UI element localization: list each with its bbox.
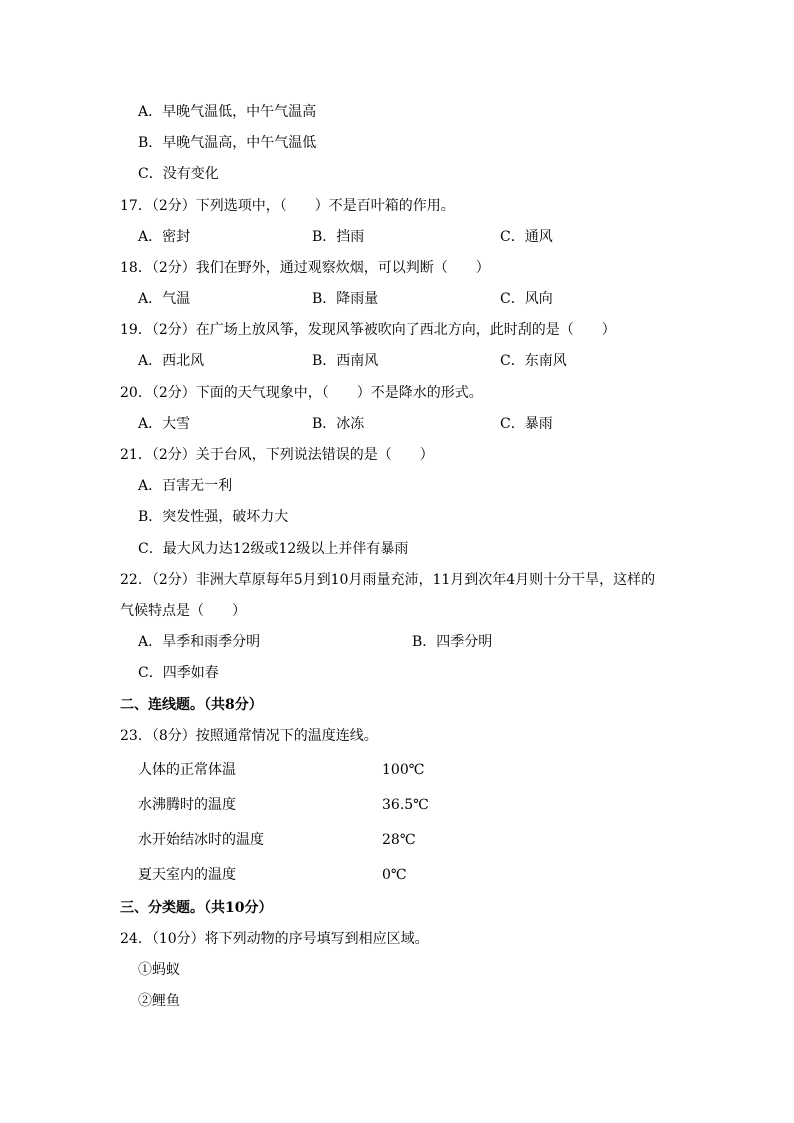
q19-stem: 19．（2分）在广场上放风筝，发现风筝被吹向了西北方向，此时刮的是（ ） xyxy=(120,322,616,338)
q22-option-b: B．四季分明 xyxy=(412,634,493,650)
q24-item-2: ②鲤鱼 xyxy=(138,993,180,1009)
q16-option-a: A．早晚气温低，中午气温高 xyxy=(138,104,317,120)
q22-stem-line2: 气候特点是（ ） xyxy=(120,603,246,619)
q23-left-item-4: 夏天室内的温度 xyxy=(138,867,236,883)
q17-stem: 17．（2分）下列选项中，（ ）不是百叶箱的作用。 xyxy=(120,198,455,214)
q19-option-c: C．东南风 xyxy=(500,353,567,369)
q22-stem-line1: 22．（2分）非洲大草原每年5月到10月雨量充沛，11月到次年4月则十分干旱，这样的 xyxy=(120,572,656,588)
q19-option-a: A．西北风 xyxy=(138,353,205,369)
q20-option-a: A．大雪 xyxy=(138,416,191,432)
q24-item-1: ①蚂蚁 xyxy=(138,962,180,978)
q24-stem: 24．（10分）将下列动物的序号填写到相应区域。 xyxy=(120,931,429,947)
q22-option-c: C．四季如春 xyxy=(138,665,219,681)
q18-option-b: B．降雨量 xyxy=(312,291,379,307)
q23-stem: 23．（8分）按照通常情况下的温度连线。 xyxy=(120,728,378,744)
q23-right-item-4: 0℃ xyxy=(382,867,407,883)
q23-left-item-1: 人体的正常体温 xyxy=(138,762,236,778)
q19-option-b: B．西南风 xyxy=(312,353,379,369)
q17-option-c: C．通风 xyxy=(500,229,553,245)
q21-option-a: A．百害无一利 xyxy=(138,478,233,494)
q21-option-c: C．最大风力达12级或12级以上并伴有暴雨 xyxy=(138,541,409,557)
q18-stem: 18．（2分）我们在野外，通过观察炊烟，可以判断（ ） xyxy=(120,260,490,276)
q21-option-b: B．突发性强，破坏力大 xyxy=(138,509,289,525)
q23-left-item-2: 水沸腾时的温度 xyxy=(138,797,236,813)
section3-title: 三、分类题。（共10分） xyxy=(120,900,273,916)
q23-right-item-3: 28℃ xyxy=(382,832,416,848)
q17-option-b: B．挡雨 xyxy=(312,229,365,245)
q23-right-item-2: 36.5℃ xyxy=(382,797,429,813)
q23-left-item-3: 水开始结冰时的温度 xyxy=(138,832,264,848)
q18-option-a: A．气温 xyxy=(138,291,191,307)
section2-title: 二、连线题。（共8分） xyxy=(120,697,263,713)
q20-option-c: C．暴雨 xyxy=(500,416,553,432)
q22-option-a: A．旱季和雨季分明 xyxy=(138,634,261,650)
q20-option-b: B．冰冻 xyxy=(312,416,365,432)
q16-option-c: C．没有变化 xyxy=(138,166,219,182)
q17-option-a: A．密封 xyxy=(138,229,191,245)
q16-option-b: B．早晚气温高，中午气温低 xyxy=(138,135,317,151)
q18-option-c: C．风向 xyxy=(500,291,553,307)
q21-stem: 21．（2分）关于台风，下列说法错误的是（ ） xyxy=(120,447,434,463)
q20-stem: 20．（2分）下面的天气现象中，（ ）不是降水的形式。 xyxy=(120,385,483,401)
q23-right-item-1: 100℃ xyxy=(382,762,425,778)
